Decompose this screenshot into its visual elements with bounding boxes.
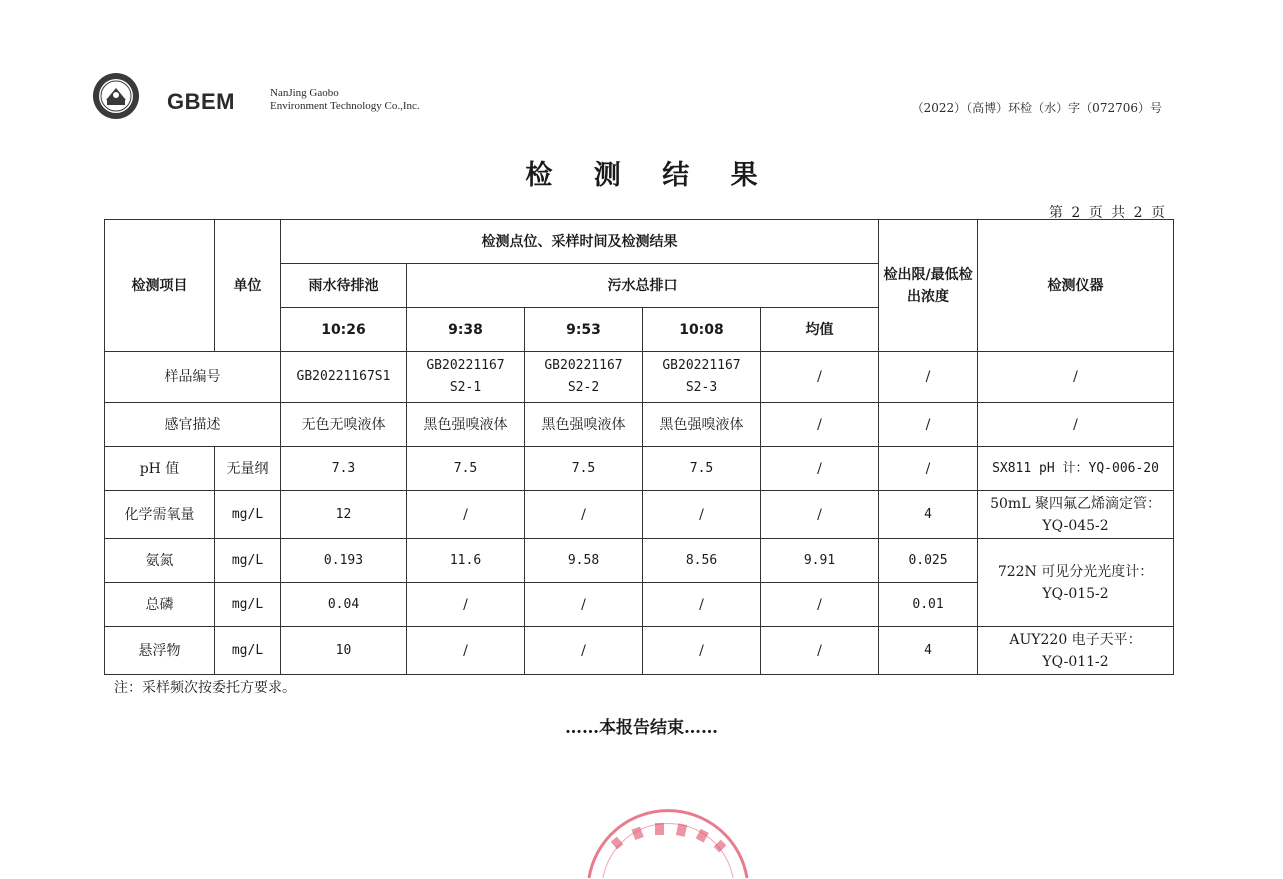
table-cell: / <box>761 583 879 627</box>
table-row-ph <box>105 447 1174 491</box>
table-row-appearance <box>105 403 1174 447</box>
table-cell: / <box>643 627 761 675</box>
page-title: 检 测 结 果 <box>525 160 774 191</box>
time-header: 9:38 <box>407 308 525 352</box>
table-cell: 黑色强嗅液体 <box>643 403 761 447</box>
table-cell: / <box>761 627 879 675</box>
table-cell: GB20221167 S2-3 <box>643 352 761 403</box>
table-row-cod <box>105 491 1174 539</box>
col-header-item: 检测项目 <box>105 220 215 352</box>
col-header-group: 检测点位、采样时间及检测结果 <box>281 220 879 264</box>
results-table <box>104 219 1174 675</box>
company-emblem-icon <box>92 72 140 120</box>
table-cell: 10 <box>281 627 407 675</box>
row-label: 感官描述 <box>105 403 281 447</box>
col-header-instrument: 检测仪器 <box>978 220 1174 352</box>
limit-cell: / <box>879 352 978 403</box>
table-cell: 无色无嗅液体 <box>281 403 407 447</box>
row-label: 氨氮 <box>105 539 215 583</box>
report-number: （2022）（高博）环检（水）字（072706）号 <box>911 101 1162 115</box>
report-end-marker: ……本报告结束…… <box>565 718 718 738</box>
table-cell: 9.91 <box>761 539 879 583</box>
row-label: 总磷 <box>105 583 215 627</box>
company-logo-text: GBEM <box>167 89 235 114</box>
limit-cell: 4 <box>879 627 978 675</box>
table-cell: / <box>761 403 879 447</box>
table-cell: 7.5 <box>643 447 761 491</box>
table-cell: 7.3 <box>281 447 407 491</box>
table-cell: 0.193 <box>281 539 407 583</box>
table-cell: 黑色强嗅液体 <box>407 403 525 447</box>
instrument-cell: 722N 可见分光光度计： YQ-015-2 <box>978 539 1174 627</box>
unit-cell: mg/L <box>215 627 281 675</box>
table-cell: GB20221167 S2-1 <box>407 352 525 403</box>
header-row-1 <box>105 220 1174 264</box>
table-row-ammonia <box>105 539 1174 583</box>
unit-cell: mg/L <box>215 491 281 539</box>
table-cell: / <box>525 583 643 627</box>
time-header: 10:08 <box>643 308 761 352</box>
table-cell: 9.58 <box>525 539 643 583</box>
table-cell: 8.56 <box>643 539 761 583</box>
table-row-sample-id <box>105 352 1174 403</box>
site-rain-header: 雨水待排池 <box>281 264 407 308</box>
table-cell: 11.6 <box>407 539 525 583</box>
company-name-line2: Environment Technology Co.,Inc. <box>270 100 420 112</box>
col-header-limit: 检出限/最低检出浓度 <box>879 220 978 352</box>
col-header-unit: 单位 <box>215 220 281 352</box>
limit-cell: 0.01 <box>879 583 978 627</box>
unit-cell: mg/L <box>215 583 281 627</box>
time-header: 10:26 <box>281 308 407 352</box>
row-label: pH 值 <box>105 447 215 491</box>
limit-cell: / <box>879 447 978 491</box>
row-label: 样品编号 <box>105 352 281 403</box>
footnote: 注：采样频次按委托方要求。 <box>114 680 296 696</box>
table-cell: 7.5 <box>525 447 643 491</box>
table-cell: / <box>643 583 761 627</box>
table-cell: / <box>643 491 761 539</box>
time-header: 9:53 <box>525 308 643 352</box>
row-label: 悬浮物 <box>105 627 215 675</box>
table-cell: GB20221167S1 <box>281 352 407 403</box>
table-row-suspended-solids <box>105 627 1174 675</box>
table-cell: / <box>761 447 879 491</box>
table-cell: / <box>761 491 879 539</box>
table-cell: 黑色强嗅液体 <box>525 403 643 447</box>
table-cell: / <box>407 491 525 539</box>
unit-cell: 无量纲 <box>215 447 281 491</box>
official-seal-stamp-icon <box>583 808 753 879</box>
table-cell: 12 <box>281 491 407 539</box>
table-cell: / <box>407 627 525 675</box>
table-cell: 0.04 <box>281 583 407 627</box>
table-cell: / <box>761 352 879 403</box>
company-name-line1: NanJing Gaobo <box>270 87 339 99</box>
limit-cell: 4 <box>879 491 978 539</box>
limit-cell: / <box>879 403 978 447</box>
site-sewage-header: 污水总排口 <box>407 264 879 308</box>
instrument-cell: AUY220 电子天平： YQ-011-2 <box>978 627 1174 675</box>
average-header: 均值 <box>761 308 879 352</box>
instrument-cell: / <box>978 403 1174 447</box>
limit-cell: 0.025 <box>879 539 978 583</box>
company-name <box>270 87 420 113</box>
table-cell: 7.5 <box>407 447 525 491</box>
instrument-cell: 50mL 聚四氟乙烯滴定管： YQ-045-2 <box>978 491 1174 539</box>
table-cell: / <box>407 583 525 627</box>
table-cell: GB20221167 S2-2 <box>525 352 643 403</box>
row-label: 化学需氧量 <box>105 491 215 539</box>
instrument-cell: SX811 pH 计：YQ-006-20 <box>978 447 1174 491</box>
report-header <box>92 72 1162 124</box>
instrument-cell: / <box>978 352 1174 403</box>
table-cell: / <box>525 627 643 675</box>
table-cell: / <box>525 491 643 539</box>
unit-cell: mg/L <box>215 539 281 583</box>
page-number: 第 2 页 共 2 页 <box>1048 205 1167 221</box>
